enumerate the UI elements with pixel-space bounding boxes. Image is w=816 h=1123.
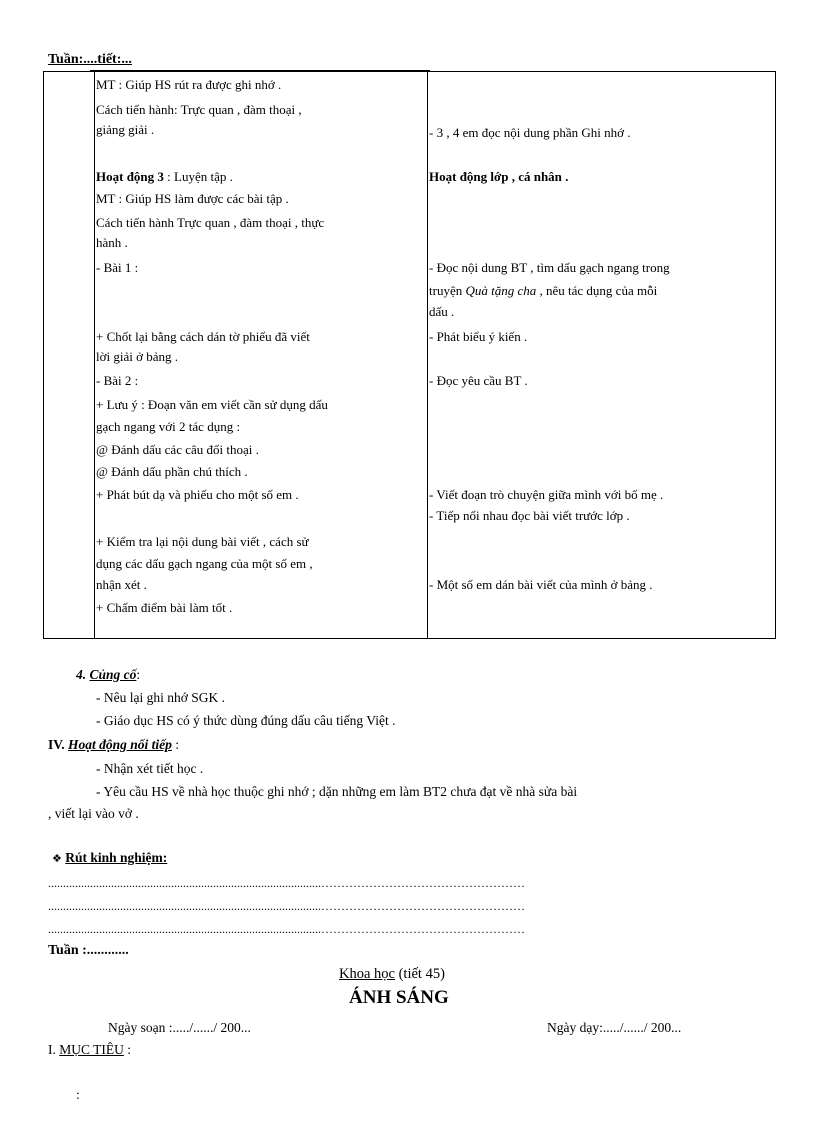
activity-3-label: Hoạt động 3 : Luyện tập . bbox=[96, 169, 233, 184]
objectives-number: I. bbox=[48, 1042, 56, 1057]
stray-colon: : bbox=[76, 1087, 80, 1102]
section-4-item: - Giáo dục HS có ý thức dùng đúng dấu câu tiếng Việt . bbox=[96, 713, 396, 728]
right-line-story bbox=[429, 282, 657, 300]
section-iv-item: - Nhận xét tiết học . bbox=[96, 761, 204, 776]
left-line: @ Đánh dấu các câu đối thoại . bbox=[96, 442, 259, 457]
left-line: dụng các dấu gạch ngang của một số em , bbox=[96, 556, 313, 571]
left-line: - Bài 1 : bbox=[96, 260, 139, 275]
subject-line bbox=[339, 966, 445, 983]
left-line: giảng giải . bbox=[96, 122, 155, 137]
left-line: MT : Giúp HS làm được các bài tập . bbox=[96, 191, 289, 206]
subject-period: (tiết 45) bbox=[398, 966, 445, 982]
experience-title: Rút kinh nghiệm: bbox=[65, 850, 168, 865]
story-title: Quà tặng cha bbox=[465, 283, 537, 298]
activity-3-heading bbox=[96, 168, 233, 186]
subject-name: Khoa học bbox=[339, 966, 395, 982]
right-line: dấu . bbox=[429, 304, 455, 319]
section-4-item: - Nêu lại ghi nhớ SGK . bbox=[96, 690, 226, 705]
dotted-line: ...........................................................................................…………………………………………… bbox=[48, 922, 525, 936]
table-top-border bbox=[43, 71, 776, 72]
right-line: - Một số em dán bài viết của mình ở bảng . bbox=[429, 577, 653, 592]
lesson-title: ÁNH SÁNG bbox=[349, 987, 449, 1008]
objectives-heading bbox=[48, 1042, 131, 1058]
prep-date: Ngày soạn :...../....../ 200... bbox=[108, 1020, 251, 1035]
right-line: - Đọc nội dung BT , tìm dấu gạch ngang trong bbox=[429, 260, 670, 275]
left-line: @ Đánh dấu phần chú thích . bbox=[96, 464, 248, 479]
table-col-divider-2 bbox=[427, 71, 428, 639]
dotted-line: ...........................................................................................…………………………………………… bbox=[48, 876, 525, 890]
right-line: - Viết đoạn trò chuyện giữa mình với bố mẹ . bbox=[429, 487, 664, 502]
right-line: - 3 , 4 em đọc nội dung phần Ghi nhớ . bbox=[429, 125, 631, 140]
table-left-border bbox=[43, 71, 44, 639]
right-line: - Phát biểu ý kiến . bbox=[429, 329, 528, 344]
section-4-heading bbox=[76, 667, 140, 683]
section-iv-item: , viết lại vào vở . bbox=[48, 806, 139, 821]
next-week-label: Tuần :............ bbox=[48, 943, 129, 958]
left-line: - Bài 2 : bbox=[96, 373, 139, 388]
experience-heading bbox=[52, 850, 167, 866]
section-iv-colon: : bbox=[175, 737, 180, 752]
right-line: - Tiếp nối nhau đọc bài viết trước lớp . bbox=[429, 508, 630, 523]
table-right-border bbox=[775, 71, 776, 639]
right-text: , nêu tác dụng của mỗi bbox=[539, 283, 658, 298]
objectives-colon: : bbox=[127, 1042, 132, 1057]
section-iv-item: - Yêu cầu HS về nhà học thuộc ghi nhớ ; dặn những em làm BT2 chưa đạt về nhà sửa bài bbox=[96, 784, 578, 799]
section-iv-number: IV. bbox=[48, 737, 65, 752]
right-line: - Đọc yêu cầu BT . bbox=[429, 373, 528, 388]
left-line: MT : Giúp HS rút ra được ghi nhớ . bbox=[96, 77, 282, 92]
left-line: + Chấm điểm bài làm tốt . bbox=[96, 600, 233, 615]
section-iv-heading bbox=[48, 737, 179, 753]
objectives-title: MỤC TIÊU bbox=[59, 1042, 124, 1057]
left-line: + Phát bút dạ và phiếu cho một số em . bbox=[96, 487, 299, 502]
week-period-text: Tuần:....tiết:... bbox=[48, 52, 132, 67]
left-line: + Lưu ý : Đoạn văn em viết cần sử dụng dấu bbox=[96, 397, 328, 412]
section-iv-title: Hoạt động nối tiếp bbox=[68, 737, 172, 752]
week-period-header bbox=[48, 52, 132, 68]
dotted-line: ...........................................................................................…………………………………………… bbox=[48, 899, 525, 913]
left-line: Cách tiến hành: Trực quan , đàm thoại , bbox=[96, 102, 302, 117]
table-col-divider-1 bbox=[94, 71, 95, 639]
diamond-bullet-icon: ❖ bbox=[52, 852, 62, 865]
table-bottom-border bbox=[43, 638, 776, 639]
section-4-number: 4. bbox=[76, 667, 87, 682]
section-4-title: Củng cố bbox=[89, 667, 137, 682]
left-line: + Kiểm tra lại nội dung bài viết , cách sử bbox=[96, 534, 309, 549]
activity-mode-heading: Hoạt động lớp , cá nhân . bbox=[429, 169, 569, 184]
left-line: + Chốt lại bằng cách dán tờ phiếu đã viết bbox=[96, 329, 310, 344]
left-line: Cách tiến hành Trực quan , đàm thoại , thực bbox=[96, 215, 325, 230]
left-line: nhận xét . bbox=[96, 577, 147, 592]
left-line: hành . bbox=[96, 235, 128, 250]
right-text: truyện bbox=[429, 283, 463, 298]
section-4-colon: : bbox=[136, 667, 141, 682]
left-line: gạch ngang với 2 tác dụng : bbox=[96, 419, 241, 434]
activity-3-number: Hoạt động 3 bbox=[96, 169, 168, 184]
teach-date: Ngày dạy:...../....../ 200... bbox=[547, 1020, 682, 1035]
left-line: lời giải ở bảng . bbox=[96, 349, 178, 364]
